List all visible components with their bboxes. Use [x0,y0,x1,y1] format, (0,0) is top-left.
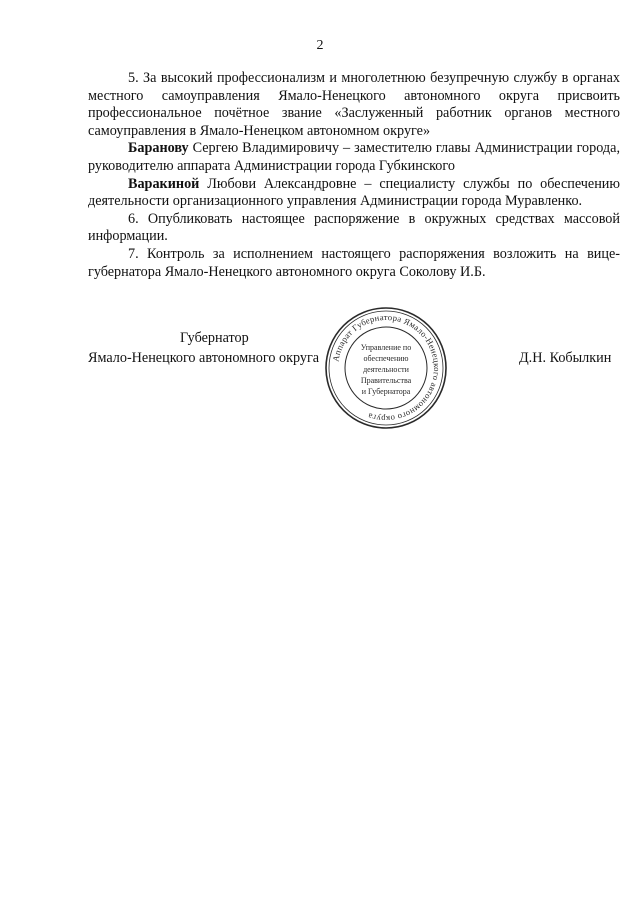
paragraph-5: 5. За высокий профессионализм и многолетнюю безупречную службу в органах местного самоуправления Ямало-Ненецкого автономного округа присвоить профессиональное почётное звание «Заслуженный работник органов местного самоуправления в Ямало-Ненецком автономном округе» [88,70,620,139]
stamp-center-text [361,343,412,396]
person-2-surname: Варакиной [128,175,200,192]
paragraph-person-1 [88,140,620,175]
signatory-name: Д.Н. Кобылкин [519,350,612,366]
signatory-title-line-1: Губернатор [180,330,249,346]
paragraph-6: 6. Опубликовать настоящее распоряжение в окружных средствах массовой информации. [88,210,620,245]
signatory-title-line-2: Ямало-Ненецкого автономного округа [88,350,320,366]
official-seal-stamp [323,305,449,431]
stamp-ring-text: Аппарат Губернатора Ямало-Ненецкого автономного округа [330,311,443,425]
document-body [88,70,620,281]
stamp-center-line: обеспечению [363,354,409,363]
paragraph-person-2 [88,176,620,211]
stamp-center-line: Управление по [360,343,412,352]
person-1-surname: Баранову [128,140,189,157]
person-1-details: Сергею Владимировичу – заместителю главы Администрации города, руководителю аппарата Администрации города Губкинского [88,140,620,174]
page-number: 2 [316,38,324,53]
stamp-center-line: и Губернатора [361,387,411,396]
stamp-center-line: деятельности [363,365,409,374]
person-2-details: Любови Александровне – специалисту службы по обеспечению деятельности организационного управления Администрации города Муравленко. [88,175,620,210]
stamp-center-line: Правительства [360,376,412,385]
paragraph-7: 7. Контроль за исполнением настоящего распоряжения возложить на вице-губернатора Ямало-Ненецкого автономного округа Соколову И.Б. [88,245,620,280]
